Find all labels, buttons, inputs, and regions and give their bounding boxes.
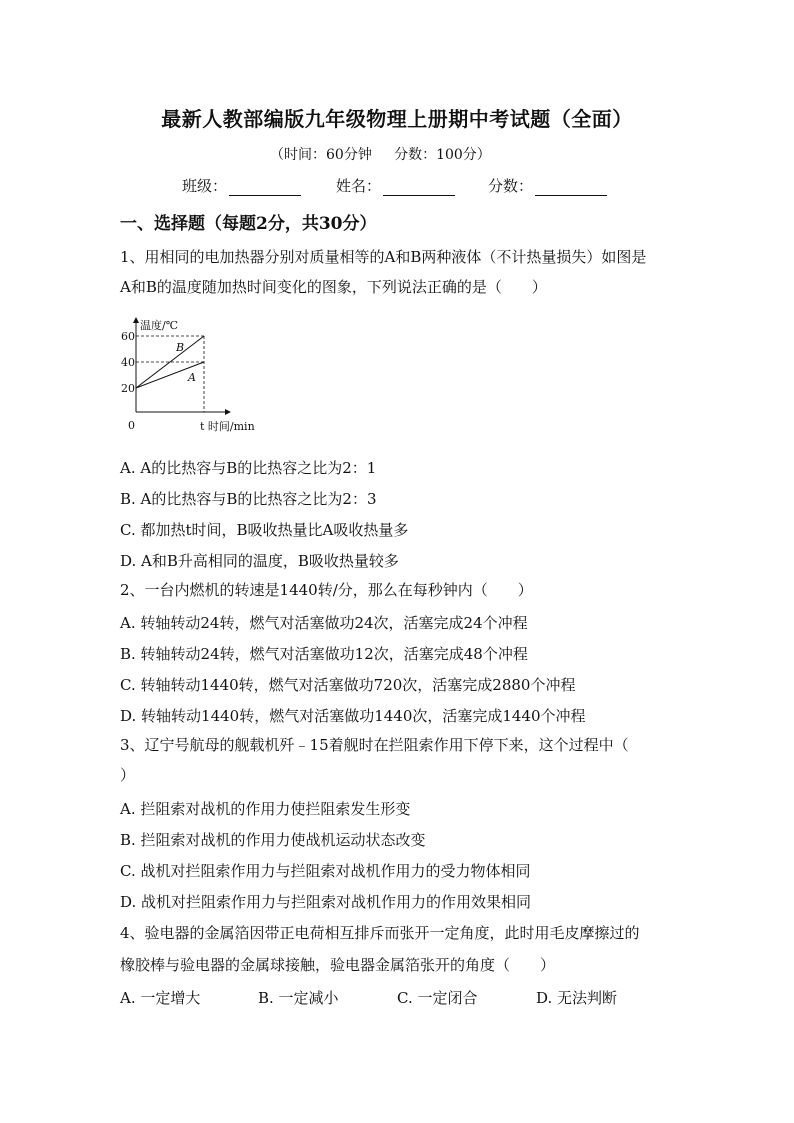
y-axis-label: 温度/℃ bbox=[140, 319, 179, 332]
series-label-a: A bbox=[188, 371, 196, 384]
q4-option-b: B. 一定减小 bbox=[258, 989, 339, 1007]
q1-option-d: D. A和B升高相同的温度，B吸收热量较多 bbox=[120, 552, 399, 570]
q4-option-a: A. 一定增大 bbox=[120, 989, 201, 1007]
q3-line1: 3、辽宁号航母的舰载机歼﹣15着舰时在拦阻索作用下停下来，这个过程中（ bbox=[120, 736, 629, 754]
q3-option-b: B. 拦阻索对战机的作用力使战机运动状态改变 bbox=[120, 831, 426, 849]
name-blank bbox=[383, 179, 455, 196]
q4-option-d: D. 无法判断 bbox=[536, 989, 618, 1007]
q2-option-a: A. 转轴转动24转，燃气对活塞做功24次，活塞完成24个冲程 bbox=[120, 614, 528, 632]
tick-40: 40 bbox=[121, 356, 135, 369]
q3-option-d: D. 战机对拦阻索作用力与拦阻索对战机作用力的作用效果相同 bbox=[120, 893, 532, 911]
q3-option-a: A. 拦阻索对战机的作用力使拦阻索发生形变 bbox=[120, 800, 411, 818]
class-label: 班级： bbox=[182, 177, 228, 195]
origin-label: 0 bbox=[128, 419, 135, 432]
q2-line1: 2、一台内燃机的转速是1440转/分，那么在每秒钟内（ ） bbox=[120, 581, 533, 599]
score-label: 分数： bbox=[488, 177, 534, 195]
q1-line2: A和B的温度随加热时间变化的图象，下列说法正确的是（ ） bbox=[120, 278, 547, 296]
q1-option-b: B. A的比热容与B的比热容之比为2：3 bbox=[120, 490, 377, 508]
q4-line1: 4、验电器的金属箔因带正电荷相互排斥而张开一定角度，此时用毛皮摩擦过的 bbox=[120, 924, 640, 942]
class-field bbox=[182, 175, 301, 196]
x-axis-label: t 时间/min bbox=[200, 420, 255, 433]
exam-time-score: （时间：60分钟 分数：100分） bbox=[270, 147, 491, 163]
exam-title: 最新人教部编版九年级物理上册期中考试题（全面） bbox=[161, 107, 633, 131]
class-blank bbox=[229, 179, 301, 196]
name-field bbox=[336, 175, 455, 196]
q2-option-b: B. 转轴转动24转，燃气对活塞做功12次，活塞完成48个冲程 bbox=[120, 645, 528, 663]
q3-line2: ） bbox=[120, 766, 136, 784]
q2-option-d: D. 转轴转动1440转，燃气对活塞做功1440次，活塞完成1440个冲程 bbox=[120, 707, 586, 725]
q1-option-c: C. 都加热t时间，B吸收热量比A吸收热量多 bbox=[120, 521, 409, 539]
name-label: 姓名： bbox=[336, 177, 382, 195]
score-blank bbox=[535, 179, 607, 196]
q4-line2: 橡胶棒与验电器的金属球接触，验电器金属箔张开的角度（ ） bbox=[120, 956, 556, 974]
section-heading-choice: 一、选择题（每题2分，共30分） bbox=[120, 214, 377, 234]
tick-20: 20 bbox=[121, 382, 135, 395]
tick-60: 60 bbox=[121, 330, 135, 343]
series-label-b: B bbox=[176, 341, 185, 354]
q1-line1: 1、用相同的电加热器分别对质量相等的A和B两种液体（不计热量损失）如图是 bbox=[120, 248, 647, 266]
score-field bbox=[488, 175, 607, 196]
q4-option-c: C. 一定闭合 bbox=[397, 989, 478, 1007]
temperature-time-graph bbox=[118, 312, 268, 438]
q3-option-c: C. 战机对拦阻索作用力与拦阻索对战机作用力的受力物体相同 bbox=[120, 862, 531, 880]
q2-option-c: C. 转轴转动1440转，燃气对活塞做功720次，活塞完成2880个冲程 bbox=[120, 676, 576, 694]
q1-option-a: A. A的比热容与B的比热容之比为2：1 bbox=[120, 459, 377, 477]
